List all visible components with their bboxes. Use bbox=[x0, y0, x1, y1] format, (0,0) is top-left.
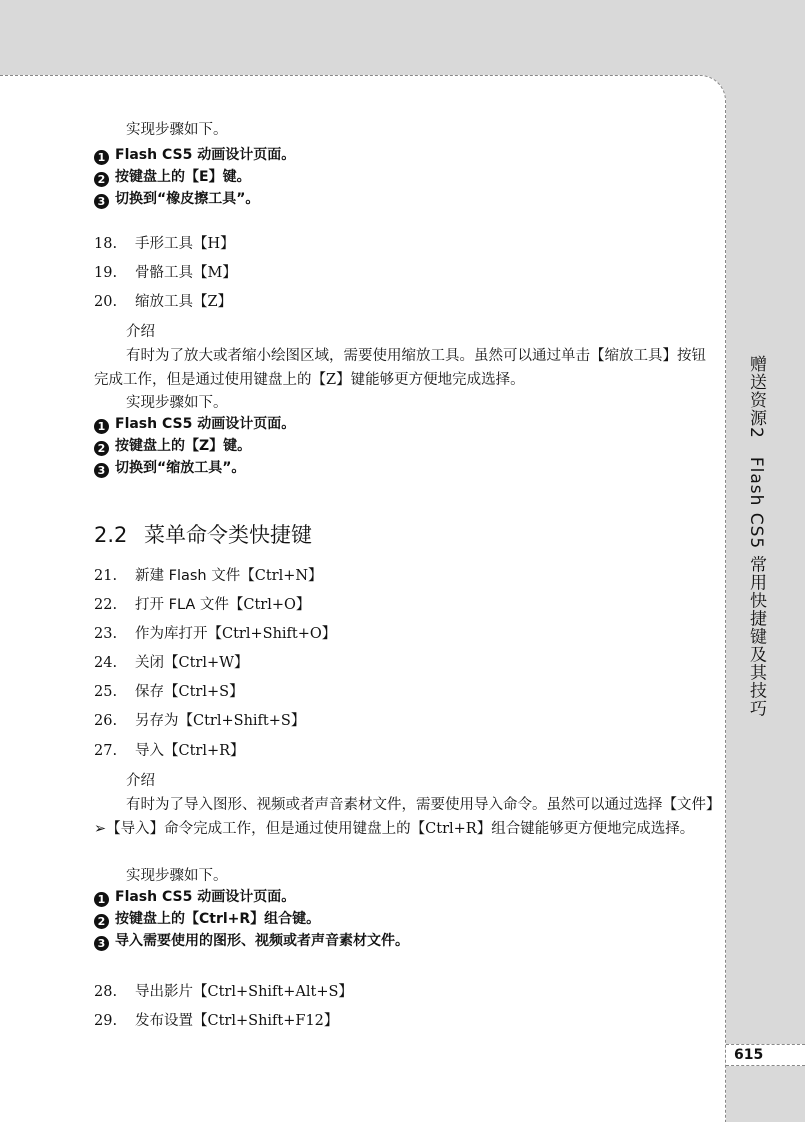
step-text: 按键盘上的【E】键。 bbox=[115, 169, 251, 185]
item-label: 发布设置 bbox=[135, 1013, 193, 1029]
shortcut-item bbox=[94, 740, 245, 762]
step-item bbox=[94, 413, 295, 435]
shortcut-item bbox=[94, 710, 305, 732]
step-number-badge: 1 bbox=[94, 419, 109, 434]
item-number: 24. bbox=[94, 655, 118, 671]
step-number-badge: 2 bbox=[94, 172, 109, 187]
step-number-badge: 1 bbox=[94, 892, 109, 907]
shortcut-item bbox=[94, 291, 232, 313]
item-number: 19. bbox=[94, 265, 118, 281]
step-item bbox=[94, 188, 259, 210]
step-item bbox=[94, 435, 251, 457]
step-number-badge: 1 bbox=[94, 150, 109, 165]
shortcut-item bbox=[94, 262, 237, 284]
shortcut-item bbox=[94, 565, 323, 587]
item-shortcut: 【Ctrl+N】 bbox=[240, 568, 323, 584]
shortcut-item bbox=[94, 652, 249, 674]
item-shortcut: 【Ctrl+R】 bbox=[164, 743, 245, 759]
item-shortcut: 【M】 bbox=[193, 265, 237, 281]
item-label: 作为库打开 bbox=[135, 626, 208, 642]
item-shortcut: 【H】 bbox=[193, 236, 235, 252]
item-number: 18. bbox=[94, 236, 118, 252]
section-heading bbox=[94, 519, 312, 549]
item-label: 另存为 bbox=[135, 713, 179, 729]
section-title: 菜单命令类快捷键 bbox=[144, 523, 312, 547]
item-label: 导出影片 bbox=[135, 984, 193, 1000]
shortcut-item bbox=[94, 623, 336, 645]
item-number: 26. bbox=[94, 713, 118, 729]
item-label: 骨骼工具 bbox=[135, 265, 193, 281]
step-number-badge: 2 bbox=[94, 441, 109, 456]
shortcut-item bbox=[94, 681, 244, 703]
step-text: 按键盘上的【Ctrl+R】组合键。 bbox=[115, 911, 321, 927]
step-item bbox=[94, 886, 295, 908]
item-number: 23. bbox=[94, 626, 118, 642]
shortcut-item bbox=[94, 981, 353, 1003]
item-label: 手形工具 bbox=[135, 236, 193, 252]
item-number: 20. bbox=[94, 294, 118, 310]
item-label: 关闭 bbox=[135, 655, 164, 671]
item-number: 28. bbox=[94, 984, 118, 1000]
step-text: Flash CS5 动画设计页面。 bbox=[115, 147, 296, 163]
item-shortcut: 【Ctrl+O】 bbox=[228, 597, 311, 613]
page-number: 615 bbox=[734, 1047, 764, 1063]
steps-intro: 实现步骤如下。 bbox=[126, 868, 228, 884]
step-item bbox=[94, 166, 251, 188]
section-number: 2.2 bbox=[94, 523, 128, 547]
item-number: 25. bbox=[94, 684, 118, 700]
step-text: 导入需要使用的图形、视频或者声音素材文件。 bbox=[115, 933, 409, 949]
intro-heading: 介绍 bbox=[126, 324, 155, 340]
intro-heading: 介绍 bbox=[126, 773, 155, 789]
step-item bbox=[94, 908, 320, 930]
item-shortcut: 【Ctrl+Shift+O】 bbox=[207, 626, 337, 642]
item-shortcut: 【Ctrl+Shift+Alt+S】 bbox=[193, 984, 353, 1000]
item-number: 21. bbox=[94, 568, 118, 584]
shortcut-item bbox=[94, 594, 310, 616]
step-text: 按键盘上的【Z】键。 bbox=[115, 438, 252, 454]
step-number-badge: 3 bbox=[94, 463, 109, 478]
step-text: 切换到“橡皮擦工具”。 bbox=[115, 191, 260, 207]
intro-body: 有时为了导入图形、视频或者声音素材文件，需要使用导入命令。虽然可以通过选择【文件】➢【导入】命令完成工作，但是通过使用键盘上的【Ctrl+R】组合键能够更方便地完成选择。 bbox=[94, 797, 714, 837]
item-label: 新建 Flash 文件 bbox=[135, 568, 241, 584]
steps-intro: 实现步骤如下。 bbox=[126, 122, 228, 138]
item-shortcut: 【Ctrl+S】 bbox=[164, 684, 244, 700]
step-text: Flash CS5 动画设计页面。 bbox=[115, 416, 296, 432]
item-label: 保存 bbox=[135, 684, 164, 700]
steps-intro: 实现步骤如下。 bbox=[126, 395, 228, 411]
step-item bbox=[94, 144, 295, 166]
shortcut-item bbox=[94, 233, 235, 255]
item-shortcut: 【Z】 bbox=[193, 294, 233, 310]
page-number-box bbox=[726, 1044, 805, 1066]
step-text: 切换到“缩放工具”。 bbox=[115, 460, 246, 476]
step-item bbox=[94, 930, 409, 952]
step-number-badge: 3 bbox=[94, 194, 109, 209]
item-number: 27. bbox=[94, 743, 118, 759]
step-number-badge: 3 bbox=[94, 936, 109, 951]
shortcut-item bbox=[94, 1010, 338, 1032]
intro-body: 有时为了放大或者缩小绘图区域，需要使用缩放工具。虽然可以通过单击【缩放工具】按钮完成工作，但是通过使用键盘上的【Z】键能够更方便地完成选择。 bbox=[94, 348, 706, 388]
side-chapter-title: 赠送资源2 Flash CS5 常用快捷键及其技巧 bbox=[746, 355, 766, 718]
item-shortcut: 【Ctrl+W】 bbox=[164, 655, 249, 671]
step-number-badge: 2 bbox=[94, 914, 109, 929]
step-item bbox=[94, 457, 245, 479]
item-label: 导入 bbox=[135, 743, 164, 759]
item-number: 22. bbox=[94, 597, 118, 613]
item-label: 打开 FLA 文件 bbox=[135, 597, 229, 613]
item-shortcut: 【Ctrl+Shift+F12】 bbox=[193, 1013, 339, 1029]
item-label: 缩放工具 bbox=[135, 294, 193, 310]
item-number: 29. bbox=[94, 1013, 118, 1029]
step-text: Flash CS5 动画设计页面。 bbox=[115, 889, 296, 905]
item-shortcut: 【Ctrl+Shift+S】 bbox=[178, 713, 306, 729]
